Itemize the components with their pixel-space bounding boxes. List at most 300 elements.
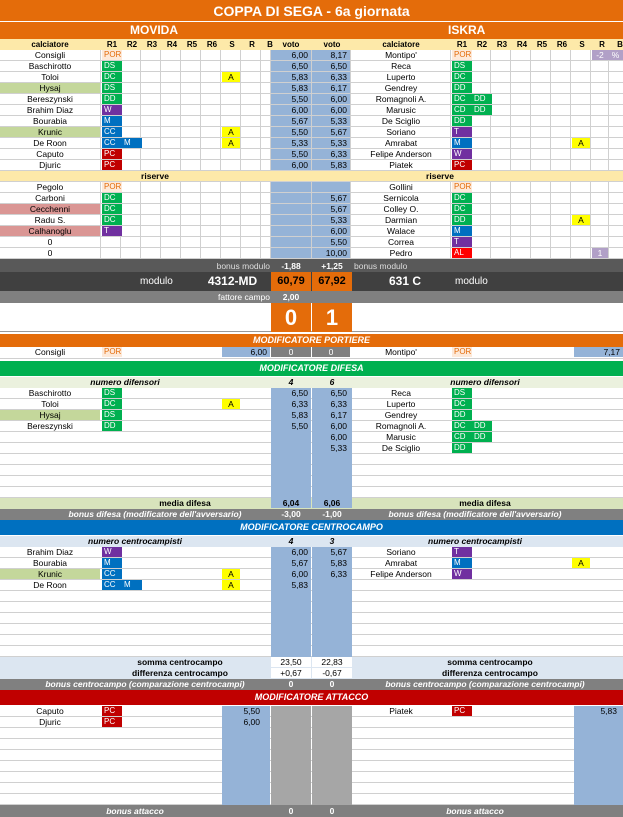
modulo-row bbox=[0, 272, 623, 291]
player-role: CC bbox=[102, 127, 122, 137]
starter-row bbox=[0, 138, 623, 149]
player-vote: 6,00 bbox=[271, 160, 311, 170]
mod-value: 0 bbox=[312, 347, 350, 357]
player-role: DD bbox=[452, 83, 472, 93]
player-vote: 6,50 bbox=[291, 388, 308, 398]
player-role: DD bbox=[102, 421, 122, 431]
attacco-row bbox=[0, 706, 623, 717]
player-name: Walace bbox=[386, 226, 416, 236]
player-name: Bourabia bbox=[32, 116, 68, 126]
header-r8-right: R bbox=[599, 40, 605, 49]
header-r1-left: R1 bbox=[106, 40, 118, 49]
player-name: De Sciglio bbox=[381, 116, 421, 126]
difesa-row bbox=[0, 421, 623, 432]
starter-row bbox=[0, 149, 623, 160]
bonus-modulo-row bbox=[0, 259, 623, 272]
player-vote bbox=[271, 182, 311, 192]
player-name: Toloi bbox=[41, 399, 59, 409]
player-name: Krunic bbox=[0, 569, 100, 579]
player-name: Marusic bbox=[386, 432, 416, 442]
header-r9-right: B bbox=[617, 40, 623, 49]
player-vote: 5,33 bbox=[312, 116, 350, 126]
player-name: 0 bbox=[47, 237, 53, 247]
player-vote: 6,00 bbox=[271, 105, 311, 115]
player-role: PC bbox=[102, 706, 122, 716]
bonus-modulo-right: +1,25 bbox=[321, 261, 343, 271]
score-left: 60,79 bbox=[271, 272, 311, 291]
media-difesa-row bbox=[0, 498, 623, 509]
bonus-modulo-label-right: bonus modulo bbox=[354, 261, 408, 271]
player-role: DD bbox=[472, 105, 492, 115]
player-vote: 5,83 bbox=[291, 410, 308, 420]
bonus-difesa-right: -1,00 bbox=[322, 509, 342, 519]
player-vote: 5,83 bbox=[312, 160, 350, 170]
player-role: POR bbox=[104, 50, 122, 59]
media-difesa-left: 6,04 bbox=[271, 498, 311, 508]
reserve-row bbox=[0, 204, 623, 215]
player-vote: 5,67 bbox=[291, 558, 308, 568]
starter-row bbox=[0, 61, 623, 72]
header-r6-left: R6 bbox=[206, 40, 218, 49]
somma-centro-label: somma centrocampo bbox=[137, 657, 223, 667]
modulo-label-left: modulo bbox=[140, 276, 173, 287]
player-vote: 5,50 bbox=[271, 127, 311, 137]
player-vote: 5,83 bbox=[600, 706, 617, 716]
header-voto-right: voto bbox=[323, 40, 341, 49]
fattore-value: 2,00 bbox=[282, 292, 300, 302]
player-role: DC bbox=[452, 399, 472, 409]
player-name: Piatek bbox=[389, 706, 413, 716]
header-voto-left: voto bbox=[282, 40, 300, 49]
status-flag: A bbox=[222, 138, 240, 148]
media-difesa-label: media difesa bbox=[159, 498, 211, 508]
player-role: DC bbox=[102, 193, 122, 203]
player-role: POR bbox=[454, 50, 472, 59]
status-flag: A bbox=[222, 399, 240, 409]
header-r8-left: R bbox=[249, 40, 255, 49]
player-vote: 5,83 bbox=[330, 558, 347, 568]
player-name: Amrabat bbox=[384, 138, 418, 148]
player-role: DC bbox=[452, 94, 472, 104]
num-difensori-label-right: numero difensori bbox=[450, 377, 520, 387]
player-role: W bbox=[452, 569, 472, 579]
player-role: M bbox=[122, 580, 142, 590]
player-name: Felipe Anderson bbox=[370, 149, 432, 159]
player-vote: 5,50 bbox=[291, 421, 308, 431]
difesa-subheader bbox=[0, 377, 623, 388]
player-vote: 5,83 bbox=[271, 72, 311, 82]
media-difesa-right: 6,06 bbox=[312, 498, 352, 508]
player-vote: 5,83 bbox=[271, 83, 311, 93]
player-vote bbox=[271, 215, 311, 225]
player-role: DS bbox=[102, 83, 122, 93]
difesa-row bbox=[0, 432, 623, 443]
player-vote: 6,50 bbox=[330, 388, 347, 398]
player-vote: 6,00 bbox=[330, 421, 347, 431]
player-role: DC bbox=[102, 215, 122, 225]
player-vote bbox=[271, 226, 311, 236]
num-centro-label-right: numero centrocampisti bbox=[428, 536, 522, 546]
diff-centro-label: differenza centrocampo bbox=[132, 668, 228, 678]
reserve-row bbox=[0, 182, 623, 193]
player-name: 0 bbox=[47, 248, 53, 258]
player-role: DC bbox=[452, 204, 472, 214]
header-r3-left: R3 bbox=[146, 40, 158, 49]
player-name: Montipo' bbox=[385, 347, 417, 357]
num-centro-left: 4 bbox=[288, 536, 294, 546]
attacco-row bbox=[0, 717, 623, 728]
player-name: Cecchenni bbox=[0, 204, 100, 214]
player-name: Bourabia bbox=[32, 558, 68, 568]
mod-portiere-title: MODIFICATORE PORTIERE bbox=[0, 334, 623, 347]
status-flag: A bbox=[572, 138, 590, 148]
modulo-label-right: modulo bbox=[455, 276, 488, 287]
player-role: PC bbox=[452, 706, 472, 716]
player-name: Sernicola bbox=[383, 193, 419, 203]
player-vote: 8,17 bbox=[312, 50, 350, 60]
player-vote: 6,00 bbox=[243, 717, 260, 727]
modulo-right: 631 C bbox=[388, 275, 422, 288]
column-header bbox=[0, 39, 623, 50]
header-calciatore-left: calciatore bbox=[31, 40, 69, 49]
player-vote: 6,00 bbox=[271, 50, 311, 60]
player-role: PC bbox=[102, 149, 122, 159]
player-vote: 5,50 bbox=[312, 237, 350, 247]
player-role: DD bbox=[102, 94, 122, 104]
player-name: Felipe Anderson bbox=[370, 569, 432, 579]
bonus-centro-left: 0 bbox=[288, 679, 294, 689]
header-r5-left: R5 bbox=[186, 40, 198, 49]
player-name: Gollini bbox=[389, 182, 413, 192]
portiere-row bbox=[0, 347, 623, 359]
player-role: DS bbox=[102, 388, 122, 398]
bonus-difesa-label: bonus difesa (modificatore dell'avversario) bbox=[68, 509, 242, 519]
centro-row bbox=[0, 547, 623, 558]
header-r1-right: R1 bbox=[456, 40, 468, 49]
player-name: Romagnoli A. bbox=[375, 94, 427, 104]
status-flag: A bbox=[222, 127, 240, 137]
status-flag: A bbox=[222, 580, 240, 590]
player-vote: 5,83 bbox=[291, 580, 308, 590]
fattore-row bbox=[0, 291, 623, 303]
somma-centro-left: 23,50 bbox=[271, 657, 311, 667]
header-r3-right: R3 bbox=[496, 40, 508, 49]
num-difensori-right: 6 bbox=[329, 377, 335, 387]
player-name: Consigli bbox=[34, 50, 66, 60]
player-name: Toloi bbox=[41, 72, 59, 82]
player-name: Gendrey bbox=[384, 410, 418, 420]
player-role: DD bbox=[472, 94, 492, 104]
status-flag: A bbox=[222, 72, 240, 82]
player-vote bbox=[271, 237, 311, 247]
player-vote: 6,33 bbox=[330, 399, 347, 409]
result-right: 1 bbox=[312, 303, 352, 332]
player-vote: 6,00 bbox=[291, 569, 308, 579]
player-role: DC bbox=[102, 399, 122, 409]
player-role: DC bbox=[102, 72, 122, 82]
starter-row bbox=[0, 116, 623, 127]
player-role: M bbox=[452, 558, 472, 568]
reserves-header bbox=[0, 171, 623, 182]
header-r2-right: R2 bbox=[476, 40, 488, 49]
player-vote bbox=[271, 248, 311, 258]
player-name: Piatek bbox=[389, 160, 413, 170]
reserve-row bbox=[0, 215, 623, 226]
player-vote: 6,33 bbox=[330, 569, 347, 579]
bonus-centro-row bbox=[0, 679, 623, 690]
mod-difesa-title: MODIFICATORE DIFESA bbox=[0, 361, 623, 376]
header-calciatore-right: calciatore bbox=[382, 40, 420, 49]
header-r9-left: B bbox=[267, 40, 273, 49]
player-vote: 6,33 bbox=[312, 149, 350, 159]
team-header bbox=[0, 22, 623, 39]
starter-row bbox=[0, 105, 623, 116]
player-role: DC bbox=[102, 204, 122, 214]
player-role: W bbox=[452, 149, 472, 159]
header-r2-left: R2 bbox=[126, 40, 138, 49]
player-name: Caputo bbox=[36, 149, 64, 159]
player-vote bbox=[271, 193, 311, 203]
player-vote: 6,17 bbox=[330, 410, 347, 420]
player-name: Bereszynski bbox=[27, 94, 73, 104]
player-role: DD bbox=[472, 432, 492, 442]
player-role: T bbox=[452, 127, 472, 137]
player-name: Brahim Diaz bbox=[26, 105, 74, 115]
media-difesa-label-right: media difesa bbox=[459, 498, 511, 508]
player-vote: 5,67 bbox=[312, 193, 350, 203]
player-role: T bbox=[452, 237, 472, 247]
player-role: DS bbox=[452, 388, 472, 398]
player-role: DS bbox=[102, 61, 122, 71]
player-role: DD bbox=[452, 215, 472, 225]
player-role: CC bbox=[102, 580, 122, 590]
player-name: Hysaj bbox=[0, 83, 100, 93]
player-role: POR bbox=[454, 347, 472, 356]
reserve-row bbox=[0, 193, 623, 204]
player-name: Soriano bbox=[386, 547, 416, 557]
somma-centro-row bbox=[0, 657, 623, 668]
diff-centro-row bbox=[0, 668, 623, 679]
player-vote bbox=[312, 182, 350, 192]
player-name: Pegolo bbox=[36, 182, 64, 192]
page-title: COPPA DI SEGA - 6a giornata bbox=[0, 0, 623, 22]
player-vote: 6,00 bbox=[312, 94, 350, 104]
player-role: DD bbox=[452, 116, 472, 126]
player-vote: 6,00 bbox=[330, 432, 347, 442]
player-name: De Roon bbox=[33, 138, 67, 148]
player-name: Darmian bbox=[384, 215, 418, 225]
player-role: M bbox=[452, 226, 472, 236]
starter-row bbox=[0, 50, 623, 61]
player-role: DS bbox=[102, 410, 122, 420]
player-role: CD bbox=[452, 432, 472, 442]
player-role: T bbox=[102, 226, 122, 236]
mod-value: 0 bbox=[271, 347, 311, 357]
player-role: DS bbox=[452, 61, 472, 71]
player-role: DC bbox=[452, 421, 472, 431]
reserve-row bbox=[0, 248, 623, 259]
player-vote: 5,67 bbox=[312, 204, 350, 214]
bonus-attacco-left: 0 bbox=[288, 806, 294, 816]
player-name: Baschirotto bbox=[28, 388, 72, 398]
header-r6-right: R6 bbox=[556, 40, 568, 49]
difesa-row bbox=[0, 388, 623, 399]
player-name: Djuric bbox=[39, 717, 61, 727]
centro-row bbox=[0, 569, 623, 580]
player-vote: 5,67 bbox=[330, 547, 347, 557]
player-role: DD bbox=[452, 410, 472, 420]
status-flag: A bbox=[572, 215, 590, 225]
player-name: Hysaj bbox=[0, 410, 100, 420]
player-vote: 6,00 bbox=[291, 547, 308, 557]
mod-centro-title: MODIFICATORE CENTROCAMPO bbox=[0, 520, 623, 535]
player-role: DD bbox=[452, 443, 472, 453]
player-role: CD bbox=[452, 105, 472, 115]
result-left: 0 bbox=[271, 303, 311, 332]
player-role: POR bbox=[454, 182, 472, 191]
player-name: Gendrey bbox=[384, 83, 418, 93]
player-name: Bereszynski bbox=[27, 421, 73, 431]
player-name: Krunic bbox=[0, 127, 100, 137]
header-r5-right: R5 bbox=[536, 40, 548, 49]
starter-row bbox=[0, 83, 623, 94]
player-name: Radu S. bbox=[34, 215, 66, 225]
player-vote: 7,17 bbox=[574, 347, 623, 357]
bonus-cell: 1 bbox=[592, 248, 608, 258]
player-role: DC bbox=[452, 72, 472, 82]
bonus-difesa-left: -3,00 bbox=[281, 509, 301, 519]
player-name: Romagnoli A. bbox=[375, 421, 427, 431]
player-name: Montipo' bbox=[385, 50, 417, 60]
player-name: De Sciglio bbox=[381, 443, 421, 453]
player-vote: 6,33 bbox=[312, 72, 350, 82]
centro-row bbox=[0, 580, 623, 591]
bonus-difesa-row bbox=[0, 509, 623, 520]
reserve-row bbox=[0, 226, 623, 237]
status-flag: A bbox=[222, 569, 240, 579]
difesa-row bbox=[0, 399, 623, 410]
player-vote: 6,17 bbox=[312, 83, 350, 93]
bonus-attacco-label: bonus attacco bbox=[106, 806, 164, 816]
reserves-label-right: riserve bbox=[426, 171, 454, 181]
player-role: PC bbox=[452, 160, 472, 170]
bonus-attacco-row bbox=[0, 805, 623, 817]
player-role: M bbox=[122, 138, 142, 148]
player-name: Colley O. bbox=[383, 204, 419, 214]
reserves-label-left: riserve bbox=[141, 171, 169, 181]
header-r7-left: S bbox=[229, 40, 235, 49]
num-centro-right: 3 bbox=[329, 536, 335, 546]
bonus-attacco-label-right: bonus attacco bbox=[446, 806, 504, 816]
starter-row bbox=[0, 127, 623, 138]
player-name: Reca bbox=[391, 61, 411, 71]
num-centro-label: numero centrocampisti bbox=[88, 536, 182, 546]
player-vote: 10,00 bbox=[312, 248, 350, 258]
player-vote: 6,50 bbox=[312, 61, 350, 71]
mod-attacco-title: MODIFICATORE ATTACCO bbox=[0, 690, 623, 705]
player-name: Brahim Diaz bbox=[26, 547, 74, 557]
player-name: Carboni bbox=[35, 193, 65, 203]
diff-centro-left: +0,67 bbox=[271, 668, 311, 678]
player-name: Marusic bbox=[386, 105, 416, 115]
reserve-row bbox=[0, 237, 623, 248]
bonus-modulo-label: bonus modulo bbox=[216, 261, 270, 271]
player-vote: 5,50 bbox=[271, 94, 311, 104]
player-role: POR bbox=[104, 347, 122, 356]
player-role: DC bbox=[452, 193, 472, 203]
team-left-name: MOVIDA bbox=[130, 23, 178, 37]
header-r4-left: R4 bbox=[166, 40, 178, 49]
player-name: De Roon bbox=[33, 580, 67, 590]
player-vote: 5,50 bbox=[243, 706, 260, 716]
player-name: Correa bbox=[388, 237, 414, 247]
player-vote: 5,67 bbox=[271, 116, 311, 126]
player-name: Djuric bbox=[39, 160, 61, 170]
player-vote: 5,67 bbox=[312, 127, 350, 137]
bonus-attacco-right: 0 bbox=[329, 806, 335, 816]
player-vote: 5,33 bbox=[312, 215, 350, 225]
player-name: Luperto bbox=[386, 399, 416, 409]
diff-centro-right: -0,67 bbox=[312, 668, 352, 678]
bonus-centro-label-right: bonus centrocampo (comparazione centrocampi) bbox=[385, 679, 585, 689]
player-vote: 6,00 bbox=[222, 347, 270, 357]
player-role: M bbox=[452, 138, 472, 148]
player-role: W bbox=[102, 547, 122, 557]
result-row bbox=[0, 303, 623, 332]
player-role: AL bbox=[452, 248, 472, 258]
player-name: Amrabat bbox=[384, 558, 418, 568]
status-flag: A bbox=[572, 558, 590, 568]
starter-row bbox=[0, 72, 623, 83]
player-vote: 6,00 bbox=[312, 105, 350, 115]
player-vote bbox=[271, 204, 311, 214]
player-vote: 6,50 bbox=[271, 61, 311, 71]
player-role: POR bbox=[104, 182, 122, 191]
bonus-difesa-label-right: bonus difesa (modificatore dell'avversario) bbox=[388, 509, 562, 519]
player-name: Luperto bbox=[386, 72, 416, 82]
bonus-modulo-left: -1,88 bbox=[281, 261, 301, 271]
team-right-name: ISKRA bbox=[448, 23, 486, 37]
player-name: Baschirotto bbox=[28, 61, 72, 71]
player-name: Calhanoglu bbox=[0, 226, 100, 236]
bonus-cell: -2 bbox=[592, 50, 608, 60]
starter-row bbox=[0, 94, 623, 105]
player-role: W bbox=[102, 105, 122, 115]
player-role: M bbox=[102, 116, 122, 126]
fattore-label: fattore campo bbox=[218, 292, 270, 302]
player-vote: 5,50 bbox=[271, 149, 311, 159]
player-role: CC bbox=[102, 138, 122, 148]
difesa-row bbox=[0, 443, 623, 454]
somma-centro-label-right: somma centrocampo bbox=[447, 657, 533, 667]
bonus-centro-right: 0 bbox=[329, 679, 335, 689]
num-difensori-left: 4 bbox=[288, 377, 294, 387]
player-vote: 6,33 bbox=[291, 399, 308, 409]
modulo-left: 4312-MD bbox=[207, 275, 258, 288]
player-name: Caputo bbox=[36, 706, 64, 716]
centro-subheader bbox=[0, 536, 623, 547]
somma-centro-right: 22,83 bbox=[312, 657, 352, 667]
player-name: Consigli bbox=[34, 347, 66, 357]
player-role: PC bbox=[102, 160, 122, 170]
header-r7-right: S bbox=[579, 40, 585, 49]
player-role: DD bbox=[472, 421, 492, 431]
score-right: 67,92 bbox=[312, 272, 352, 291]
centro-row bbox=[0, 558, 623, 569]
player-role: PC bbox=[102, 717, 122, 727]
player-vote: 5,33 bbox=[271, 138, 311, 148]
difesa-row bbox=[0, 410, 623, 421]
